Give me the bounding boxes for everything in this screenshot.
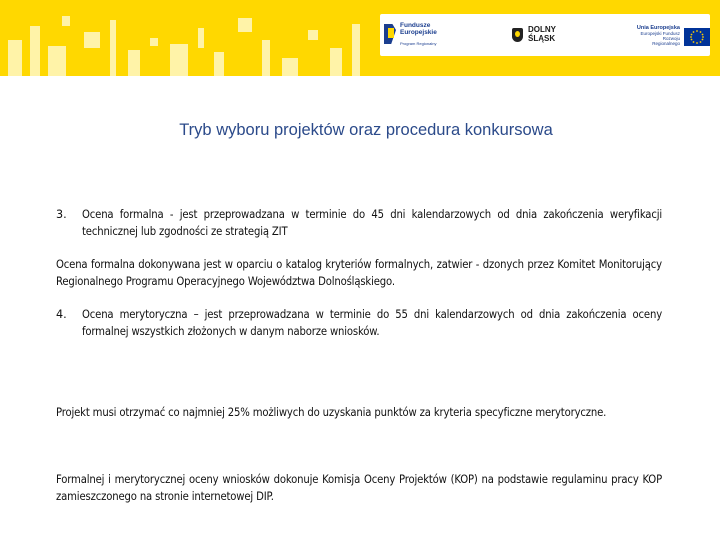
decor-block — [308, 30, 318, 40]
decor-block — [238, 18, 252, 32]
decor-block — [110, 20, 116, 76]
dolny-slask-logo — [512, 26, 572, 48]
decor-block — [62, 16, 70, 26]
eagle-shield-icon — [512, 28, 523, 42]
decor-block — [330, 48, 342, 76]
decor-block — [8, 40, 22, 76]
list-number-4: 4. — [56, 308, 67, 321]
ds-logo-line2: ŚLĄSK — [528, 33, 556, 43]
paragraph-kop: Formalnej i merytorycznej oceny wniosków dokonuje Komisja Oceny Projektów (KOP) na podstawie regulaminu pracy KOP zamieszczonego na stronie internetowej DIP. — [56, 473, 662, 503]
decor-block — [170, 44, 188, 76]
fe-logo-text — [400, 22, 437, 36]
decor-block — [48, 46, 66, 76]
ue-logo-line1: Unia Europejska — [636, 25, 680, 31]
fe-logo-line1: Fundusze — [400, 22, 431, 29]
item-4-text: Ocena merytoryczna – jest przeprowadzana w terminie do 55 dni kalendarzowych od dnia zakończenia oceny formalnej wszystkich złożonych w danym naborze wniosków. — [82, 308, 662, 338]
decor-block — [84, 32, 100, 48]
decor-block — [128, 50, 140, 76]
ue-logo-line2: Europejski Fundusz — [640, 31, 680, 36]
decor-block — [352, 24, 360, 76]
decor-block — [282, 58, 298, 76]
eu-flag-icon — [684, 28, 710, 46]
decor-block — [30, 26, 40, 76]
fe-logo-line2: Europejskie — [400, 29, 437, 36]
header-band — [0, 0, 720, 76]
paragraph-points-requirement: Projekt musi otrzymać co najmniej 25% możliwych do uzyskania punktów za kryteria specyficzne merytoryczne. — [56, 406, 607, 419]
fundusze-europejskie-logo — [384, 22, 454, 50]
decor-block — [198, 28, 204, 48]
unia-europejska-logo — [636, 26, 712, 52]
ue-logo-text — [636, 26, 680, 46]
decor-block — [150, 38, 158, 46]
ds-logo-text — [528, 26, 556, 43]
fe-mark-inner-icon — [388, 28, 394, 38]
ue-logo-line3: Rozwoju Regionalnego — [652, 36, 680, 46]
decor-block — [262, 40, 270, 76]
paragraph-formal-criteria: Ocena formalna dokonywana jest w oparciu o katalog kryteriów formalnych, zatwier - dzonych przez Komitet Monitorujący Regionalnego Programu Operacyjnego Województwa Dolnośląskiego. — [56, 258, 662, 288]
item-3-text: Ocena formalna - jest przeprowadzana w terminie do 45 dni kalendarzowych od dnia zakończenia weryfikacji technicznej lub zgodności ze strategią ZIT — [82, 208, 662, 238]
list-number-3: 3. — [56, 208, 67, 221]
decor-block — [214, 52, 224, 76]
ds-logo-line1: DOLNY — [528, 25, 556, 34]
slide-title: Tryb wyboru projektów oraz procedura konkursowa — [179, 121, 553, 139]
fe-logo-sub: Program Regionalny — [400, 41, 437, 46]
